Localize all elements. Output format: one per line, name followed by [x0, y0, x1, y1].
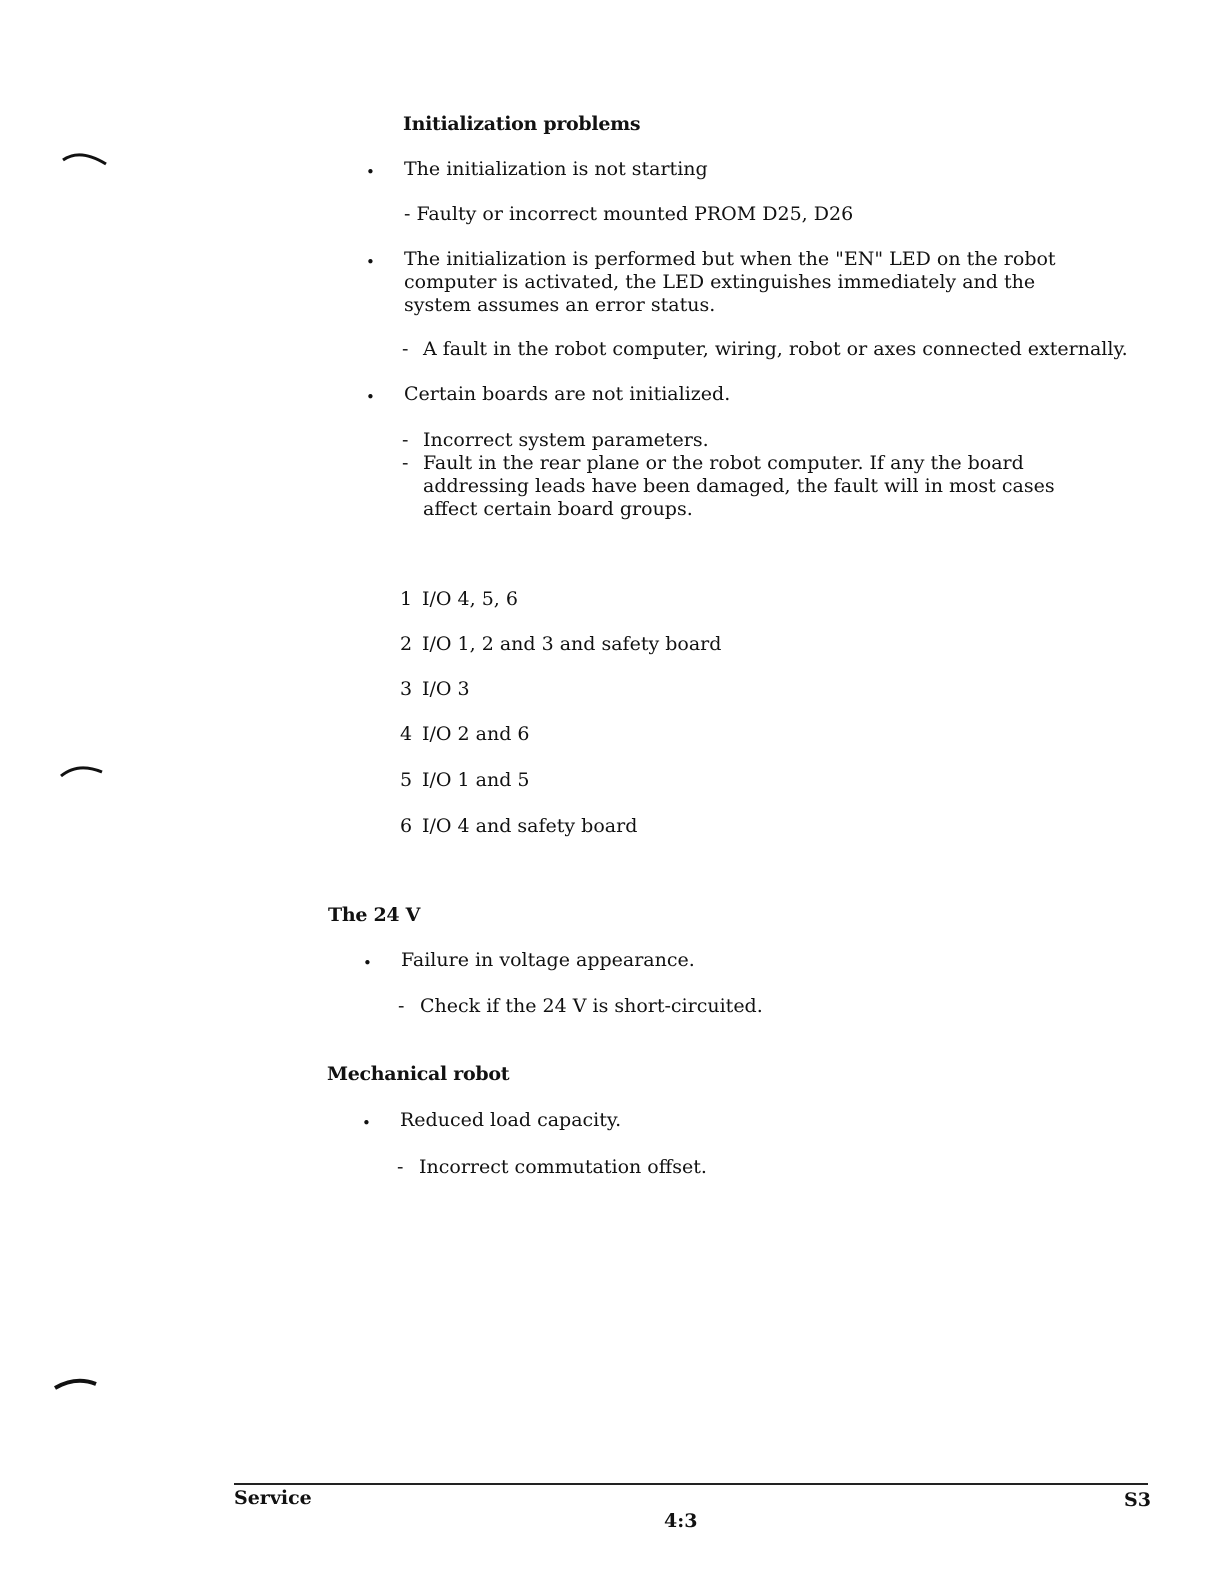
init-item-3-cause-1: Incorrect system parameters.: [423, 429, 709, 451]
list-item: 1 I/O 4, 5, 6: [400, 588, 518, 610]
binding-mark-3: [52, 1374, 102, 1396]
list-item: 3 I/O 3: [400, 678, 470, 700]
bullet-icon: •: [366, 163, 375, 181]
init-item-3-cause-2: Fault in the rear plane or the robot computer. If any the board addressing leads have been damaged, the fault will in most cases affect certain board groups.: [423, 452, 1055, 520]
dash-icon: -: [402, 429, 409, 451]
section-heading-mechanical: Mechanical robot: [327, 1063, 510, 1085]
footer-left: Service: [234, 1487, 312, 1509]
list-item: 6 I/O 4 and safety board: [400, 815, 638, 837]
binding-mark-1: [60, 146, 110, 168]
init-item-2: The initialization is performed but when the "EN" LED on the robot computer is activated, the LED extinguishes immediately and the system assumes an error status.: [404, 248, 1056, 316]
binding-mark-2: [58, 760, 108, 782]
mech-item: Reduced load capacity.: [400, 1109, 622, 1131]
v24-item-cause: Check if the 24 V is short-circuited.: [420, 995, 763, 1017]
bullet-icon: •: [362, 1114, 371, 1132]
mech-item-cause: Incorrect commutation offset.: [419, 1156, 707, 1178]
init-item-1-cause: - Faulty or incorrect mounted PROM D25, D26: [404, 203, 854, 225]
dash-icon: -: [398, 995, 405, 1017]
bullet-icon: •: [366, 388, 375, 406]
bullet-icon: •: [363, 954, 372, 972]
init-item-3: Certain boards are not initialized.: [404, 383, 731, 405]
list-item: 2 I/O 1, 2 and 3 and safety board: [400, 633, 722, 655]
list-item: 5 I/O 1 and 5: [400, 769, 530, 791]
section-heading-init: Initialization problems: [403, 113, 641, 135]
init-item-2-cause: A fault in the robot computer, wiring, robot or axes connected externally.: [423, 338, 1128, 360]
footer-right: S3: [1124, 1489, 1151, 1511]
dash-icon: -: [397, 1156, 404, 1178]
dash-icon: -: [402, 452, 409, 474]
v24-item: Failure in voltage appearance.: [401, 949, 695, 971]
footer-rule: [234, 1483, 1148, 1485]
section-heading-24v: The 24 V: [328, 904, 421, 926]
page-number: 4:3: [664, 1510, 698, 1532]
dash-icon: -: [402, 338, 409, 360]
init-item-1: The initialization is not starting: [404, 158, 708, 180]
bullet-icon: •: [366, 253, 375, 271]
list-item: 4 I/O 2 and 6: [400, 723, 530, 745]
